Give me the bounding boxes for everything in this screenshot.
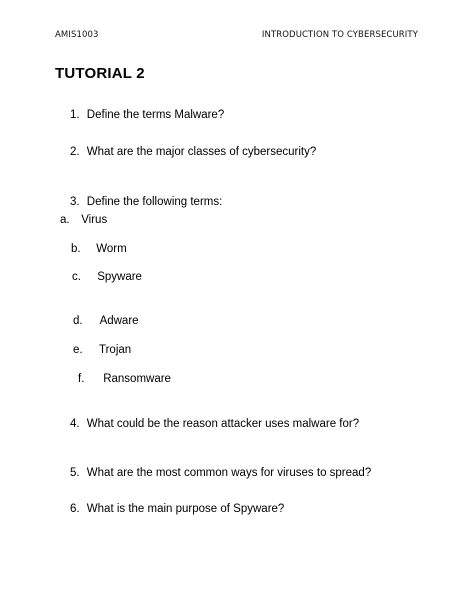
- term-item-adware: [73, 315, 139, 327]
- term-item-ransomware: [78, 373, 171, 385]
- question-3: [70, 196, 222, 208]
- question-4: [70, 418, 359, 430]
- question-number: 4.: [70, 418, 80, 430]
- question-number: 3.: [70, 196, 80, 208]
- term-text: Worm: [96, 243, 127, 255]
- term-letter: f.: [78, 373, 85, 385]
- question-text: What are the major classes of cybersecurity?: [86, 146, 317, 158]
- term-text: Ransomware: [103, 373, 171, 385]
- question-number: 2.: [70, 146, 80, 158]
- term-text: Adware: [99, 315, 139, 327]
- term-letter: a.: [60, 214, 70, 226]
- question-number: 5.: [70, 467, 80, 479]
- question-text: What could be the reason attacker uses malware for?: [86, 418, 360, 430]
- term-letter: e.: [73, 344, 83, 356]
- term-text: Virus: [81, 214, 108, 226]
- page-title: TUTORIAL 2: [55, 65, 145, 82]
- term-item-trojan: [73, 344, 131, 356]
- term-item-virus: [60, 214, 107, 226]
- header-course-code: AMIS1003: [55, 30, 99, 40]
- term-text: Trojan: [99, 344, 132, 356]
- question-text: What is the main purpose of Spyware?: [86, 503, 285, 515]
- term-letter: c.: [72, 271, 81, 283]
- header-course-title: INTRODUCTION TO CYBERSECURITY: [261, 30, 418, 40]
- question-2: [70, 146, 316, 158]
- question-text: Define the terms Malware?: [86, 109, 225, 121]
- question-5: [70, 467, 371, 479]
- term-item-spyware: [72, 271, 142, 283]
- term-letter: b.: [71, 243, 81, 255]
- term-text: Spyware: [97, 271, 142, 283]
- question-number: 6.: [70, 503, 80, 515]
- question-6: [70, 503, 284, 515]
- term-item-worm: [71, 243, 127, 255]
- question-text: Define the following terms:: [86, 196, 223, 208]
- question-number: 1.: [70, 109, 80, 121]
- term-letter: d.: [73, 315, 83, 327]
- question-text: What are the most common ways for viruses to spread?: [86, 467, 372, 479]
- question-1: [70, 109, 224, 121]
